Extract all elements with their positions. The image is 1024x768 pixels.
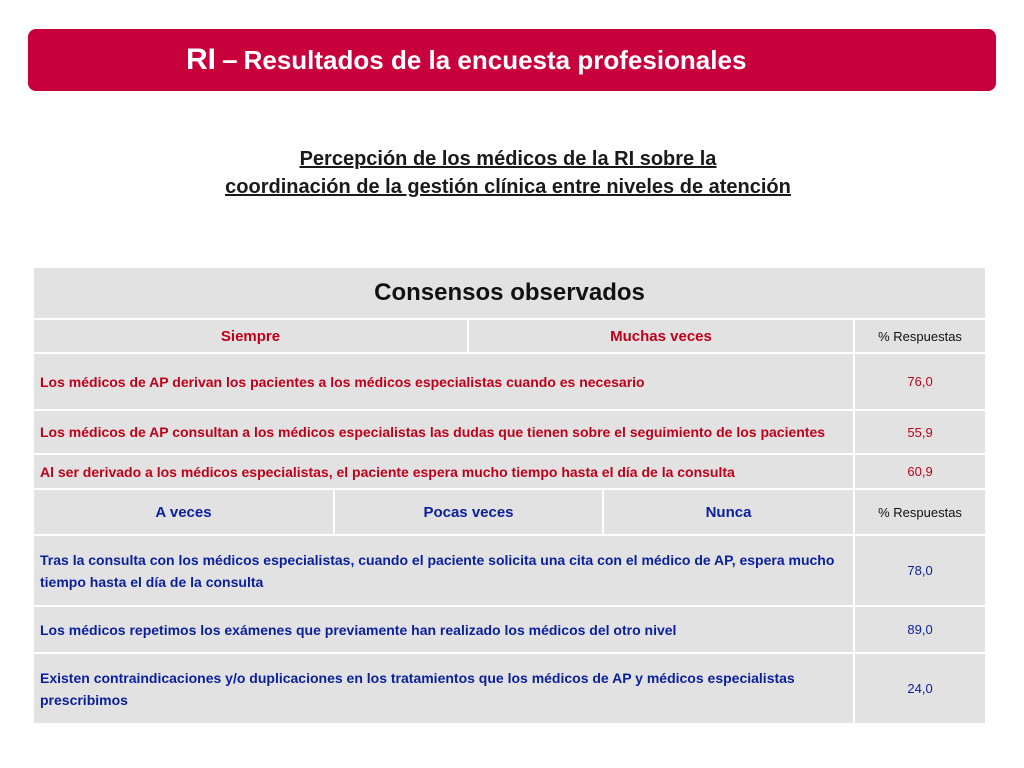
statement-cell: Existen contraindicaciones y/o duplicaciones en los tratamientos que los médicos de AP y médicos especialistas prescribimos — [33, 653, 854, 724]
page-title: Resultados de la encuesta profesionales — [243, 44, 747, 75]
value-cell: 24,0 — [854, 653, 986, 724]
title-dash: – — [222, 44, 238, 75]
table-row — [33, 454, 986, 489]
subtitle-line-2: coordinación de la gestión clínica entre niveles de atención — [225, 176, 791, 198]
header-pocas-veces: Pocas veces — [334, 489, 603, 535]
header-a-veces: A veces — [33, 489, 334, 535]
title-banner — [28, 29, 996, 91]
table-row — [33, 353, 986, 410]
subtitle-line-1: Percepción de los médicos de la RI sobre la — [299, 148, 717, 170]
value-cell: 76,0 — [854, 353, 986, 410]
statement-cell: Al ser derivado a los médicos especialistas, el paciente espera mucho tiempo hasta el día de la consulta — [33, 454, 854, 489]
value-cell: 55,9 — [854, 410, 986, 454]
statement-cell: Tras la consulta con los médicos especialistas, cuando el paciente solicita una cita con el médico de AP, espera mucho tiempo hasta el día de la consulta — [33, 535, 854, 606]
subtitle — [100, 145, 916, 201]
value-cell: 89,0 — [854, 606, 986, 653]
value-cell: 78,0 — [854, 535, 986, 606]
table-row — [33, 653, 986, 724]
table-row — [33, 535, 986, 606]
header-pct-respuestas: % Respuestas — [854, 489, 986, 535]
consensus-table — [32, 266, 987, 725]
header-nunca: Nunca — [603, 489, 854, 535]
header-pct-respuestas: % Respuestas — [854, 319, 986, 353]
header-muchas-veces: Muchas veces — [468, 319, 854, 353]
table-row — [33, 410, 986, 454]
header-siempre: Siempre — [33, 319, 468, 353]
statement-cell: Los médicos de AP consultan a los médicos especialistas las dudas que tienen sobre el seguimiento de los pacientes — [33, 410, 854, 454]
statement-cell: Los médicos de AP derivan los pacientes a los médicos especialistas cuando es necesario — [33, 353, 854, 410]
group1-header-row — [33, 319, 986, 353]
table-title: Consensos observados — [33, 267, 986, 319]
table-title-row — [33, 267, 986, 319]
title-abbreviation: RI — [186, 43, 216, 76]
group2-header-row — [33, 489, 986, 535]
value-cell: 60,9 — [854, 454, 986, 489]
statement-cell: Los médicos repetimos los exámenes que previamente han realizado los médicos del otro nivel — [33, 606, 854, 653]
table-row — [33, 606, 986, 653]
